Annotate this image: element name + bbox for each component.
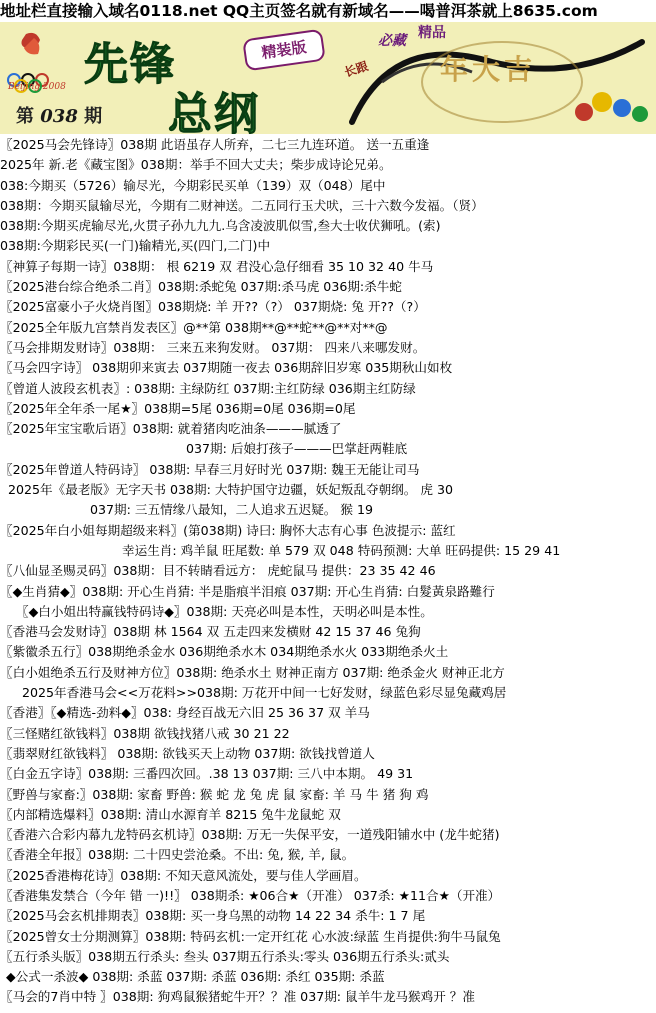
text-line-40: 〖2025曾女士分期测算〗038期: 特码玄机:一定开红花 心水波:绿蓝 生肖提供:狗牛马鼠兔 bbox=[0, 928, 501, 944]
text-line-12: 〖马会四字诗〗 038期卯来寅去 037期随一夜去 036期辞旧岁寒 035期秋山如枚 bbox=[0, 360, 453, 376]
text-line-13: 〖曾道人波段玄机表〗: 038期: 主绿防红 037期:主红防绿 036期主红防绿 bbox=[0, 380, 416, 396]
text-line-19: 037期: 三五情缘八最知，二人追求五迟疑。 猴 19 bbox=[90, 502, 374, 518]
prediction-list bbox=[0, 135, 656, 1008]
text-line-33: 〖野兽与家畜:〗038期: 家畜 野兽: 猴 蛇 龙 兔 虎 鼠 家畜: 羊 马 牛 猪 狗 鸡 bbox=[0, 786, 429, 802]
text-line-11: 〖马会排期发财诗〗038期： 三来五来狗发财。 037期： 四来八来哪发财。 bbox=[0, 339, 426, 355]
text-line-18: 2025年《最老版》无字天书 038期: 大特护国守边疆，妖妃叛乱夺朝纲。 虎 30 bbox=[8, 482, 453, 498]
text-line-39: 〖2025马会玄机排期表〗038期: 买一身乌黑的动物 14 22 34 杀牛: 1 7 尾 bbox=[0, 908, 426, 924]
text-line-23: 〖◆生肖猜◆〗038期: 开心生肖猜: 半是脂痕半泪痕 037期: 开心生肖猜: 白髮黃泉路難行 bbox=[0, 583, 495, 599]
text-line-3: 038:今期买（5726）输尽光，今期彩民买单（139）双（048）尾中 bbox=[0, 177, 386, 193]
title-banner bbox=[0, 22, 656, 134]
banner-side-bizang: 必藏 bbox=[378, 33, 406, 49]
text-line-8: 〖2025港台综合绝杀二肖〗038期:杀蛇兔 037期:杀马虎 036期:杀牛蛇 bbox=[0, 279, 402, 295]
text-line-28: 2025年香港马会<<万花料>>038期: 万花开中间一七好发财，绿蓝色彩尽显兔藏鸡居 bbox=[22, 685, 507, 701]
banner-title-zonggang: 总纲 bbox=[168, 89, 260, 134]
text-line-14: 〖2025年全年杀一尾★〗038期=5尾 036期=0尾 036期=0尾 bbox=[0, 400, 356, 416]
text-line-6: 038期:今期彩民买(一门)输精光,买(四门,二门)中 bbox=[0, 238, 271, 254]
text-line-21: 幸运生肖: 鸡羊鼠 旺尾数: 单 579 双 048 特码预测: 大单 旺码提供: 15 29 41 bbox=[122, 542, 561, 558]
banner-side-changgen: 长跟 bbox=[342, 58, 370, 80]
text-line-43: 〖马会的7肖中特 〗038期: 狗鸡鼠猴猪蛇牛开？？准 037期: 鼠羊牛龙马猴鸡开 ？准 bbox=[0, 989, 475, 1005]
text-line-29: 〖香港〗〖◆精选-劲料◆〗038: 身经百战无六旧 25 36 37 双 羊马 bbox=[0, 705, 370, 721]
text-line-20: 〖2025年白小姐每期超级来料〗(第038期) 诗曰: 胸怀大志有心事 色波提示: 蓝红 bbox=[0, 522, 456, 538]
text-line-10: 〖2025全年版九宫禁肖发表区〗@**第 038期**@**蛇**@**对**@ bbox=[0, 319, 388, 335]
text-line-22: 〖八仙显圣赐灵码〗038期：目不转睛看远方： 虎蛇鼠马 提供：23 35 42 46 bbox=[0, 563, 436, 579]
edition-badge: 精装版 bbox=[242, 29, 326, 72]
text-line-17: 〖2025年曾道人特码诗〗 038期: 早春三月好时光 037期: 魏王无能让司马 bbox=[0, 461, 420, 477]
banner-side-nian-daji: 年大吉 bbox=[440, 53, 537, 86]
text-line-1: 〖2025马会先锋诗〗038期 此语虽存人所弃，二七三九连环道。 送一五重逢 bbox=[0, 137, 430, 152]
text-line-35: 〖香港六合彩内幕九龙特码玄机诗〗038期: 万无一失保平安，一道残阳铺水中 (龙牛蛇猪) bbox=[0, 827, 500, 843]
text-line-36: 〖香港全年报〗038期: 二十四史尝沧桑。不出: 兔, 猴, 羊, 鼠。 bbox=[0, 847, 355, 863]
text-line-4: 038期：今期买鼠输尽光，今期有二财神送。二五同行玉犬吠，三十六数今发福。（贤） bbox=[0, 197, 484, 213]
text-line-2: 2025年 新.老《藏宝图》038期：举手不回大丈夫；柴步成诗论兄弟。 bbox=[0, 157, 392, 173]
text-line-31: 〖翡翠财红欲钱料〗 038期: 欲钱买天上动物 037期: 欲钱找曾道人 bbox=[0, 745, 375, 761]
issue-suffix: 期 bbox=[84, 106, 103, 127]
site-address-banner: 地址栏直接输入域名0118.net QQ主页签名就有新域名——喝普洱茶就上8635.com bbox=[0, 0, 656, 22]
text-line-25: 〖香港马会发财诗〗038期 林 1564 双 五走四来发横财 42 15 37 46 兔狗 bbox=[0, 624, 421, 640]
text-line-24: 〖◆白小姐出特赢钱特码诗◆〗038期: 天亮必叫是本性，天明必叫是本性。 bbox=[16, 603, 433, 619]
text-line-5: 038期:今期买虎输尽光,火贯子孙九九九.乌含凌波肌似雪,叁大士收伏狮吼。(索) bbox=[0, 218, 441, 234]
text-line-38: 〖香港集发禁合（今年 错 一)!!〗 038期杀: ★06合★（开准） 037杀: ★11合★（开准） bbox=[0, 887, 501, 903]
text-line-37: 〖2025香港梅花诗〗038期: 不知天意风流处，要与佳人学画眉。 bbox=[0, 867, 367, 883]
beijing-2008-label: Beijing 2008 bbox=[8, 82, 66, 92]
text-line-9: 〖2025富豪小子火烧肖图〗038期烧: 羊 开??（?） 037期烧: 兔 开??（?） bbox=[0, 299, 426, 315]
issue-label bbox=[16, 102, 102, 128]
issue-prefix: 第 bbox=[16, 106, 34, 127]
text-line-27: 〖白小姐绝杀五行及财神方位〗038期: 绝杀水土 财神正南方 037期: 绝杀金火 财神正北方 bbox=[0, 664, 505, 680]
text-line-42: ◆公式一杀波◆ 038期: 杀蓝 037期: 杀蓝 036期: 杀红 035期: 杀蓝 bbox=[6, 969, 385, 985]
text-line-34: 〖内部精选爆料〗038期: 清山水源育羊 8215 兔牛龙鼠蛇 双 bbox=[0, 806, 341, 822]
banner-side-jingpin: 精品 bbox=[418, 25, 446, 41]
text-line-26: 〖紫徽杀五行〗038期绝杀金水 036期绝杀水木 034期绝杀水火 033期绝杀火土 bbox=[0, 644, 449, 660]
issue-number: 038 bbox=[40, 106, 78, 127]
text-line-41: 〖五行杀头版〗038期五行杀头: 叁头 037期五行杀头:零头 036期五行杀头:贰头 bbox=[0, 948, 450, 964]
text-line-30: 〖三怪赌红欲钱料〗038期 欲钱找猪八戒 30 21 22 bbox=[0, 725, 290, 741]
text-line-32: 〖白金五字诗〗038期: 三番四次回。.38 13 037期: 三八中本期。 49 31 bbox=[0, 766, 414, 782]
text-line-15: 〖2025年宝宝歌后语〗038期: 就着猪肉吃油条———腻透了 bbox=[0, 421, 342, 437]
text-line-16: 037期: 后娘打孩子———巴掌赶两鞋底 bbox=[186, 441, 408, 457]
banner-title-xianfeng: 先锋 bbox=[84, 39, 176, 90]
text-line-7: 〖神算子每期一诗〗038期： 根 6219 双 君没心急仔细看 35 10 32 40 牛马 bbox=[0, 258, 434, 274]
